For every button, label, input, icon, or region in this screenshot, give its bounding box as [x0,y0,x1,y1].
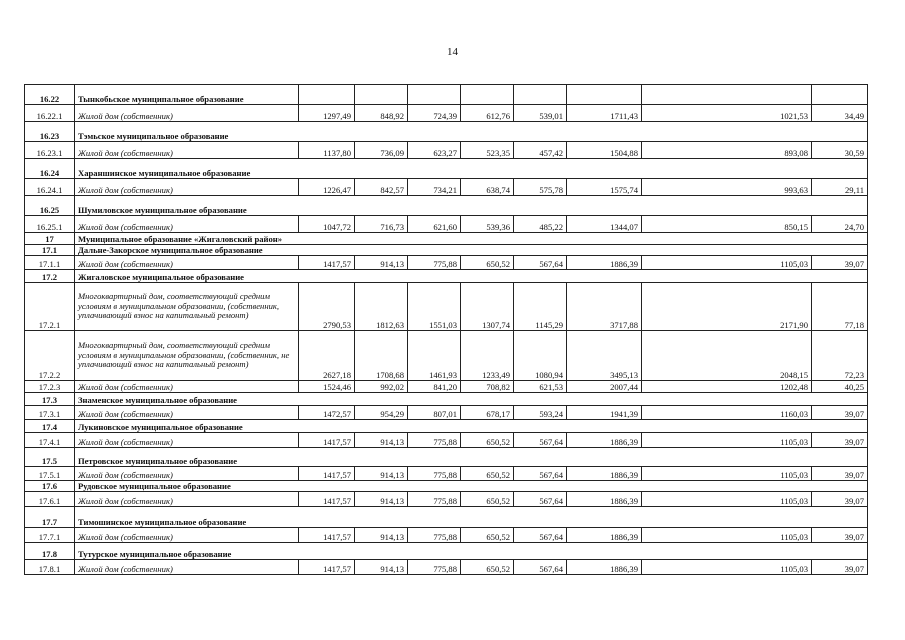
row-code: 17.8.1 [25,560,75,575]
value-cell: 2627,18 [299,331,355,381]
section-code: 17.8 [25,543,75,560]
section-row [25,420,868,433]
value-cell: 954,29 [355,406,408,420]
value-cell: 567,64 [514,528,567,543]
value-cell: 1886,39 [567,467,642,481]
row-code: 17.4.1 [25,433,75,448]
table-body [25,85,868,575]
value-cell: 1417,57 [299,528,355,543]
value-cell: 39,07 [812,560,868,575]
value-cell: 77,18 [812,283,868,331]
row-code: 17.2.1 [25,283,75,331]
value-cell: 1202,48 [642,381,812,393]
value-cell: 1886,39 [567,560,642,575]
value-cell: 992,02 [355,381,408,393]
row-description: Жилой дом (собственник) [75,105,299,122]
value-cell: 3495,13 [567,331,642,381]
value-cell: 567,64 [514,467,567,481]
value-cell: 621,60 [408,216,461,233]
row-code: 16.25.1 [25,216,75,233]
value-cell: 39,07 [812,256,868,270]
section-name: Тэмьское муниципальное образование [75,122,868,142]
section-row [25,507,868,528]
section-row [25,233,868,245]
value-cell: 1417,57 [299,433,355,448]
section-name: Дальне-Закорское муниципальное образование [75,245,868,256]
section-code: 16.24 [25,159,75,179]
row-code: 17.1.1 [25,256,75,270]
value-cell: 650,52 [461,560,514,575]
value-cell: 567,64 [514,560,567,575]
section-name: Хараншинское муниципальное образование [75,159,868,179]
table-row [25,105,868,122]
value-cell: 650,52 [461,528,514,543]
value-cell: 914,13 [355,492,408,507]
row-code: 17.6.1 [25,492,75,507]
value-cell: 24,70 [812,216,868,233]
empty-cell [355,85,408,105]
empty-cell [642,85,812,105]
value-cell: 850,15 [642,216,812,233]
value-cell: 775,88 [408,560,461,575]
value-cell: 842,57 [355,179,408,196]
section-code: 17 [25,233,75,245]
value-cell: 1344,07 [567,216,642,233]
value-cell: 1941,39 [567,406,642,420]
value-cell: 1575,74 [567,179,642,196]
row-description: Жилой дом (собственник) [75,179,299,196]
value-cell: 1461,93 [408,331,461,381]
value-cell: 724,39 [408,105,461,122]
value-cell: 638,74 [461,179,514,196]
value-cell: 39,07 [812,467,868,481]
section-name: Шумиловское муниципальное образование [75,196,868,216]
value-cell: 775,88 [408,492,461,507]
value-cell: 1105,03 [642,433,812,448]
value-cell: 734,21 [408,179,461,196]
value-cell: 593,24 [514,406,567,420]
row-code: 16.24.1 [25,179,75,196]
value-cell: 34,49 [812,105,868,122]
value-cell: 2007,44 [567,381,642,393]
value-cell: 1233,49 [461,331,514,381]
tariff-table [24,84,868,575]
value-cell: 2171,90 [642,283,812,331]
row-description: Жилой дом (собственник) [75,256,299,270]
value-cell: 39,07 [812,433,868,448]
row-description: Жилой дом (собственник) [75,406,299,420]
value-cell: 914,13 [355,560,408,575]
section-name: Тутурское муниципальное образование [75,543,868,560]
row-description: Многоквартирный дом, соответствующий средним условиям в муниципальном образовании, (собственник, уплачивающий взнос на капитальный ремонт) [75,283,299,331]
value-cell: 485,22 [514,216,567,233]
value-cell: 523,35 [461,142,514,159]
value-cell: 1551,03 [408,283,461,331]
table-row [25,283,868,331]
value-cell: 1886,39 [567,256,642,270]
row-description: Жилой дом (собственник) [75,560,299,575]
value-cell: 3717,88 [567,283,642,331]
section-name: Жигаловское муниципальное образование [75,270,868,283]
section-row [25,159,868,179]
row-description: Жилой дом (собственник) [75,216,299,233]
value-cell: 914,13 [355,528,408,543]
value-cell: 1886,39 [567,492,642,507]
value-cell: 1708,68 [355,331,408,381]
value-cell: 1307,74 [461,283,514,331]
section-name: Муниципальное образование «Жигаловский район» [75,233,868,245]
value-cell: 72,23 [812,331,868,381]
value-cell: 29,11 [812,179,868,196]
empty-cell [299,85,355,105]
value-cell: 914,13 [355,467,408,481]
page-number: 14 [447,46,458,58]
value-cell: 807,01 [408,406,461,420]
value-cell: 1524,46 [299,381,355,393]
value-cell: 1812,63 [355,283,408,331]
value-cell: 30,59 [812,142,868,159]
value-cell: 650,52 [461,492,514,507]
value-cell: 914,13 [355,256,408,270]
section-row [25,543,868,560]
value-cell: 1105,03 [642,492,812,507]
value-cell: 1226,47 [299,179,355,196]
value-cell: 650,52 [461,467,514,481]
table-row [25,256,868,270]
empty-cell [514,85,567,105]
section-code: 17.3 [25,393,75,406]
table-row [25,331,868,381]
empty-cell [408,85,461,105]
table-row [25,528,868,543]
value-cell: 678,17 [461,406,514,420]
section-code: 17.4 [25,420,75,433]
value-cell: 1080,94 [514,331,567,381]
value-cell: 621,53 [514,381,567,393]
section-row [25,481,868,492]
value-cell: 841,20 [408,381,461,393]
section-code: 16.25 [25,196,75,216]
table-row [25,492,868,507]
table-row [25,406,868,420]
value-cell: 775,88 [408,528,461,543]
section-row [25,448,868,467]
value-cell: 2048,15 [642,331,812,381]
value-cell: 1105,03 [642,256,812,270]
table-row [25,467,868,481]
section-name: Тынкобьское муниципальное образование [75,85,299,105]
row-code: 16.23.1 [25,142,75,159]
section-code: 17.1 [25,245,75,256]
section-name: Лукиновское муниципальное образование [75,420,868,433]
value-cell: 40,25 [812,381,868,393]
value-cell: 1504,88 [567,142,642,159]
row-code: 17.2.3 [25,381,75,393]
value-cell: 1472,57 [299,406,355,420]
value-cell: 575,78 [514,179,567,196]
row-description: Жилой дом (собственник) [75,433,299,448]
section-code: 17.5 [25,448,75,467]
section-code: 17.6 [25,481,75,492]
row-code: 17.5.1 [25,467,75,481]
value-cell: 893,08 [642,142,812,159]
row-description: Жилой дом (собственник) [75,528,299,543]
value-cell: 1105,03 [642,528,812,543]
value-cell: 539,01 [514,105,567,122]
value-cell: 567,64 [514,256,567,270]
table-row [25,560,868,575]
value-cell: 716,73 [355,216,408,233]
value-cell: 1886,39 [567,528,642,543]
value-cell: 1417,57 [299,560,355,575]
value-cell: 457,42 [514,142,567,159]
value-cell: 2790,53 [299,283,355,331]
value-cell: 775,88 [408,433,461,448]
value-cell: 775,88 [408,467,461,481]
value-cell: 623,27 [408,142,461,159]
value-cell: 39,07 [812,406,868,420]
value-cell: 1021,53 [642,105,812,122]
section-row [25,122,868,142]
row-code: 17.7.1 [25,528,75,543]
row-description: Жилой дом (собственник) [75,467,299,481]
value-cell: 708,82 [461,381,514,393]
section-row [25,393,868,406]
section-code: 17.2 [25,270,75,283]
value-cell: 1886,39 [567,433,642,448]
table-row [25,142,868,159]
value-cell: 736,09 [355,142,408,159]
value-cell: 567,64 [514,492,567,507]
empty-cell [812,85,868,105]
value-cell: 914,13 [355,433,408,448]
value-cell: 1105,03 [642,467,812,481]
row-description: Жилой дом (собственник) [75,492,299,507]
row-code: 16.22.1 [25,105,75,122]
value-cell: 612,76 [461,105,514,122]
value-cell: 1417,57 [299,256,355,270]
section-code: 16.22 [25,85,75,105]
value-cell: 848,92 [355,105,408,122]
section-code: 16.23 [25,122,75,142]
value-cell: 993,63 [642,179,812,196]
section-name: Рудовское муниципальное образование [75,481,868,492]
value-cell: 539,36 [461,216,514,233]
section-name: Тимошинское муниципальное образование [75,507,868,528]
value-cell: 567,64 [514,433,567,448]
value-cell: 1160,03 [642,406,812,420]
value-cell: 1297,49 [299,105,355,122]
row-description: Жилой дом (собственник) [75,381,299,393]
section-row [25,85,868,105]
row-description: Многоквартирный дом, соответствующий средним условиям в муниципальном образовании, (собственник, не уплачивающий взнос на капитальный ремонт) [75,331,299,381]
value-cell: 39,07 [812,528,868,543]
empty-cell [461,85,514,105]
row-code: 17.2.2 [25,331,75,381]
value-cell: 650,52 [461,433,514,448]
empty-cell [567,85,642,105]
table-row [25,216,868,233]
value-cell: 650,52 [461,256,514,270]
table-row [25,179,868,196]
section-code: 17.7 [25,507,75,528]
section-name: Петровское муниципальное образование [75,448,868,467]
value-cell: 1137,80 [299,142,355,159]
value-cell: 1711,43 [567,105,642,122]
row-code: 17.3.1 [25,406,75,420]
section-row [25,270,868,283]
section-row [25,196,868,216]
value-cell: 1047,72 [299,216,355,233]
value-cell: 39,07 [812,492,868,507]
value-cell: 1105,03 [642,560,812,575]
table-row [25,381,868,393]
value-cell: 1417,57 [299,492,355,507]
section-name: Знаменское муниципальное образование [75,393,868,406]
value-cell: 1145,29 [514,283,567,331]
row-description: Жилой дом (собственник) [75,142,299,159]
value-cell: 1417,57 [299,467,355,481]
table-row [25,433,868,448]
section-row [25,245,868,256]
value-cell: 775,88 [408,256,461,270]
